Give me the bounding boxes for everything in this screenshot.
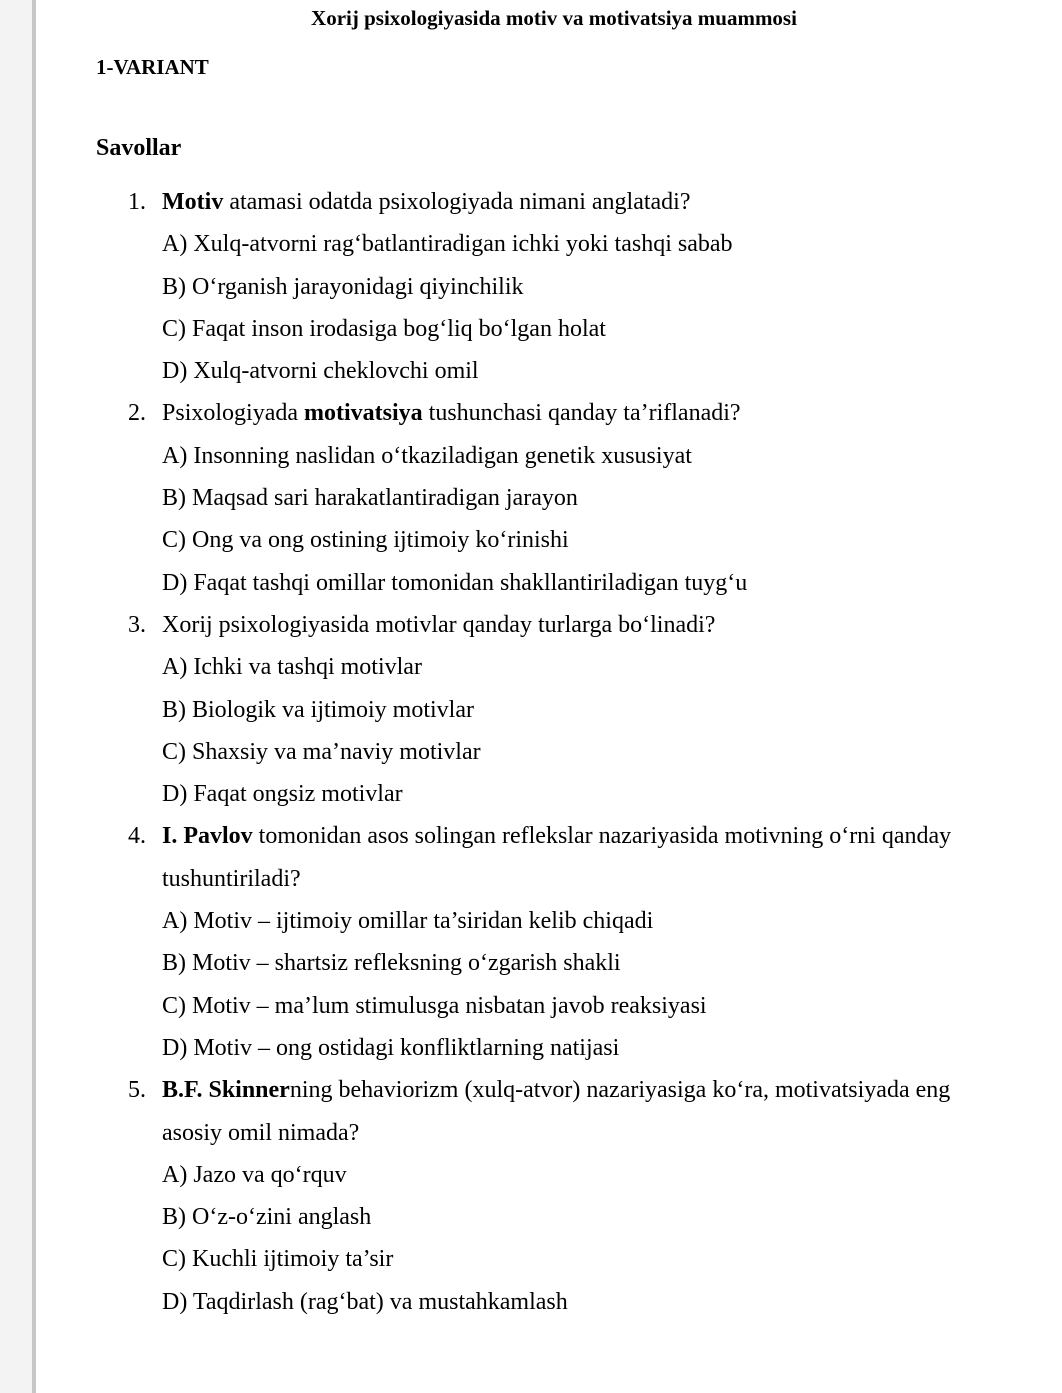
- question-number: 5.: [128, 1077, 146, 1104]
- page-title: Xorij psixologiyasida motiv va motivatsiya muammosi: [311, 6, 797, 30]
- answer-option-a: A) Insonning naslidan o‘tkaziladigan genetik xususiyat: [162, 442, 692, 469]
- question-number: 2.: [128, 400, 146, 427]
- answer-option-b: B) Biologik va ijtimoiy motivlar: [162, 696, 474, 723]
- answer-option-d: D) Xulq-atvorni cheklovchi omil: [162, 358, 479, 385]
- answer-option-b: B) Motiv – shartsiz refleksning o‘zgarish shakli: [162, 950, 621, 977]
- question-text: I. Pavlov tomonidan asos solingan reflekslar nazariyasida motivning o‘rni qanday tushuntiriladi?: [162, 823, 952, 892]
- answer-options: [128, 646, 1008, 815]
- answer-option-c: C) Kuchli ijtimoiy ta’sir: [162, 1246, 394, 1273]
- variant-label: 1-VARIANT: [96, 55, 209, 79]
- question-number: 3.: [128, 611, 146, 638]
- question-1: [128, 181, 1008, 392]
- question-keyword: Motiv: [162, 189, 224, 215]
- answer-option-b: B) O‘z-o‘zini anglash: [162, 1204, 372, 1231]
- question-keyword: motivatsiya: [304, 400, 423, 427]
- answer-options: [128, 223, 1008, 392]
- question-4: [128, 815, 1008, 1069]
- question-text: Xorij psixologiyasida motivlar qanday turlarga bo‘linadi?: [162, 611, 716, 638]
- question-3: [128, 604, 1008, 815]
- answer-option-c: C) Shaxsiy va ma’naviy motivlar: [162, 738, 481, 765]
- answer-options: [128, 435, 1008, 604]
- answer-option-a: A) Ichki va tashqi motivlar: [162, 654, 422, 681]
- question-text: B.F. Skinnerning behaviorizm (xulq-atvor) nazariyasiga ko‘ra, motivatsiyada eng asosiy omil nimada?: [162, 1077, 951, 1146]
- question-number: 1.: [128, 189, 146, 215]
- left-margin-strip: [0, 0, 32, 1393]
- question-keyword: B.F. Skinner: [162, 1077, 290, 1104]
- question-5: [128, 1069, 1008, 1323]
- question-number: 4.: [128, 823, 146, 850]
- answer-option-b: B) Maqsad sari harakatlantiradigan jarayon: [162, 485, 578, 512]
- question-text: Psixologiyada motivatsiya tushunchasi qanday ta’riflanadi?: [162, 400, 741, 427]
- section-heading: Savollar: [96, 135, 182, 161]
- answer-option-d: D) Taqdirlash (rag‘bat) va mustahkamlash: [162, 1288, 568, 1315]
- left-margin-line: [32, 0, 36, 1393]
- answer-option-c: C) Motiv – ma’lum stimulusga nisbatan javob reaksiyasi: [162, 992, 707, 1019]
- answer-option-a: A) Jazo va qo‘rquv: [162, 1161, 347, 1188]
- answer-option-c: C) Ong va ong ostining ijtimoiy ko‘rinishi: [162, 527, 569, 554]
- answer-option-d: D) Motiv – ong ostidagi konfliktlarning natijasi: [162, 1034, 620, 1061]
- question-2: [128, 392, 1008, 603]
- answer-option-a: A) Motiv – ijtimoiy omillar ta’siridan kelib chiqadi: [162, 908, 654, 935]
- answer-option-d: D) Faqat ongsiz motivlar: [162, 781, 403, 808]
- answer-option-b: B) O‘rganish jarayonidagi qiyinchilik: [162, 273, 524, 300]
- answer-option-c: C) Faqat inson irodasiga bog‘liq bo‘lgan holat: [162, 315, 606, 342]
- answer-options: [128, 1154, 1008, 1323]
- answer-option-a: A) Xulq-atvorni rag‘batlantiradigan ichki yoki tashqi sabab: [162, 231, 733, 258]
- answer-options: [128, 900, 1008, 1069]
- question-list: [128, 181, 1008, 1323]
- question-text: Motiv atamasi odatda psixologiyada nimani anglatadi?: [162, 189, 691, 215]
- answer-option-d: D) Faqat tashqi omillar tomonidan shakllantiriladigan tuyg‘u: [162, 569, 748, 596]
- question-keyword: I. Pavlov: [162, 823, 253, 850]
